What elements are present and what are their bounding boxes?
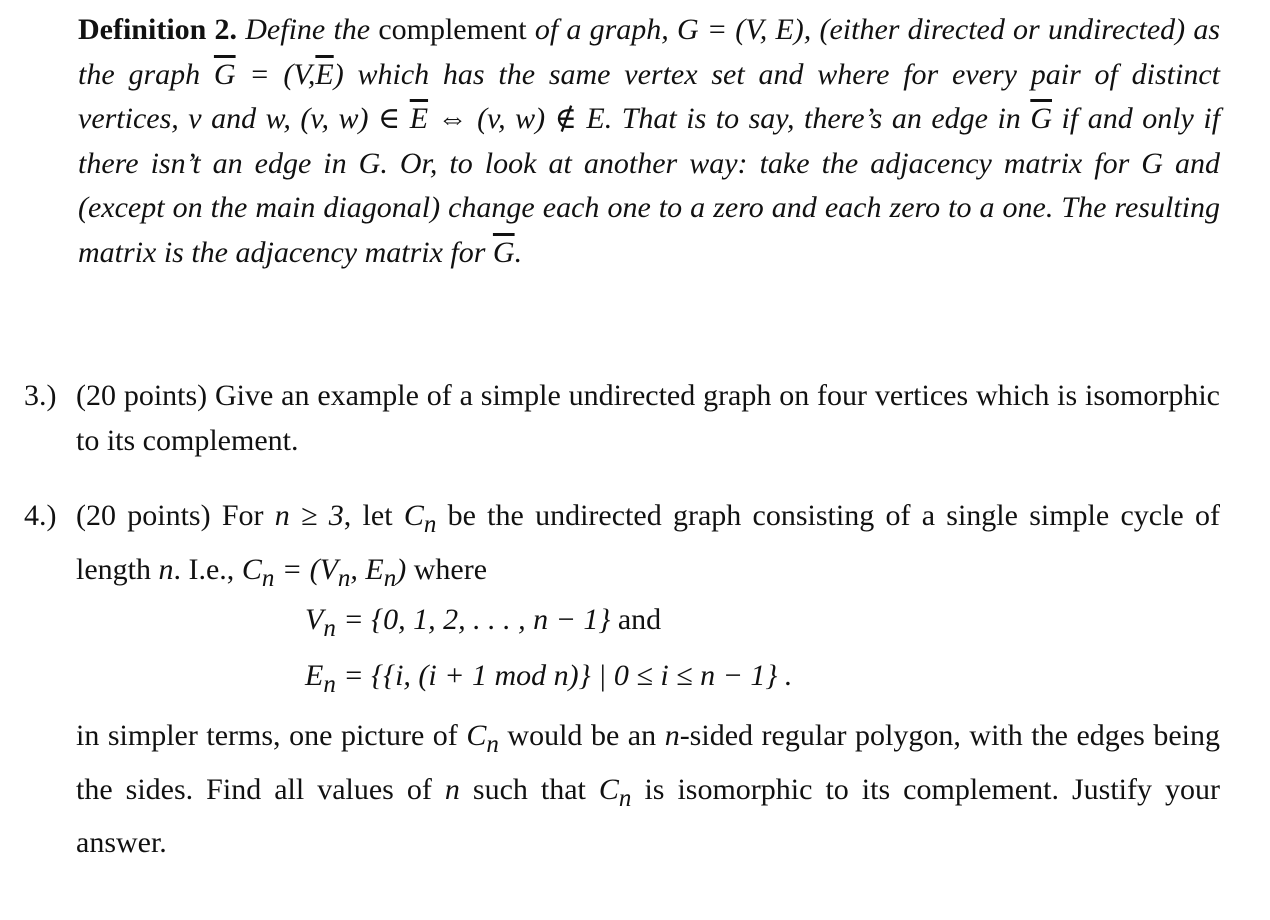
problem-3 [24, 374, 1220, 463]
problem-number: 3.) [24, 379, 57, 412]
problem-text-part: be the undirected graph consisting of a single simple cycle of length [76, 499, 1221, 586]
math-cn [403, 499, 437, 538]
math-cn [466, 719, 499, 758]
math-symbol: C [241, 552, 262, 586]
definition-text: there’s an edge in [803, 102, 1021, 135]
problem-text-part: . I.e., [173, 552, 235, 586]
definition-text: every pair of distinct vertices, v and w, (v, w) ∈ [78, 57, 1221, 135]
display-equation-en [305, 654, 792, 708]
math-subscript: n [486, 731, 499, 758]
definition-text: ) which has the same vertex set and where for [333, 57, 939, 91]
definition-paragraph [78, 8, 1220, 275]
math-cn [598, 772, 632, 812]
math-subscript: n [618, 784, 632, 812]
problem-text: (20 points) Give an example of a simple undirected graph on four vertices which is isomorphic to its complement. [76, 379, 1220, 457]
definition-text: Define the [245, 13, 371, 46]
problem-text-part: -sided regular polygon, with the edges being the sides. Find all values of [76, 719, 1220, 806]
math-inline: ) [396, 552, 407, 586]
definition-text: undirected) as the graph [78, 13, 1221, 91]
math-expression: = {0, 1, 2, . . . , n − 1} [343, 603, 611, 636]
math-subscript: n [337, 564, 351, 592]
complement-g: $\overline{G}$ [1030, 102, 1052, 135]
definition-term: complement [378, 13, 527, 46]
problem-number: 4.) [24, 499, 57, 532]
problem-text-part: where [413, 552, 488, 586]
math-inline: n [664, 719, 680, 752]
math-symbol: C [598, 772, 619, 806]
math-symbol: C [466, 719, 487, 752]
math-subscript: n [383, 564, 397, 592]
complement-g: $\overline{G}$ [213, 57, 236, 91]
math-symbol: C [403, 499, 424, 532]
complement-e: $\overline{E}$ [409, 102, 429, 135]
math-symbol: V [305, 603, 324, 636]
definition-text: ⇔ (v, w) ∉ E. That is to say, [437, 102, 795, 135]
complement-g: $\overline{G}$ [492, 235, 515, 269]
math-inline: n [444, 772, 460, 806]
math-cn [241, 552, 275, 592]
definition-text: of a graph, G = (V, E), (either directed or [534, 13, 1040, 46]
problem-text-part: in simpler terms, one picture of [76, 719, 458, 752]
problem-4-continuation [76, 714, 1220, 866]
math-text: and [617, 603, 662, 636]
problem-text-part: (20 points) For [76, 499, 264, 532]
math-inline: , E [350, 552, 384, 586]
math-subscript: n [323, 671, 336, 698]
problem-text-part: , let [343, 499, 393, 532]
math-subscript: n [423, 511, 437, 538]
problem-text-part: such that [472, 772, 586, 806]
display-equation-vn [305, 598, 661, 652]
definition-text: = (V, [249, 57, 316, 91]
problem-4 [24, 494, 1220, 601]
definition-label: Definition 2. [78, 13, 238, 46]
problem-text [76, 494, 1220, 601]
math-inline: = (V [281, 552, 338, 586]
problem-text-part: is isomorphic to its complement. Justify your answer. [76, 772, 1220, 859]
definition-text: if and only if there isn’t an edge in G. Or, to look at another way: take the adjacency matrix for G and (except on the main diagonal) change each one to a zero and each zero to a one. The resulting matrix is the adjacency matrix for [78, 102, 1221, 269]
complement-e: $\overline{E}$ [315, 57, 334, 91]
math-inline: n ≥ 3 [274, 499, 344, 532]
math-symbol: E [305, 659, 324, 692]
math-subscript: n [323, 615, 336, 642]
definition-text: . [514, 235, 523, 269]
math-expression: = {{i, (i + 1 mod n)} | 0 ≤ i ≤ n − 1} . [343, 659, 793, 692]
math-inline: n [158, 552, 174, 586]
problem-text-part: would be an [507, 719, 657, 752]
math-subscript: n [261, 564, 275, 592]
